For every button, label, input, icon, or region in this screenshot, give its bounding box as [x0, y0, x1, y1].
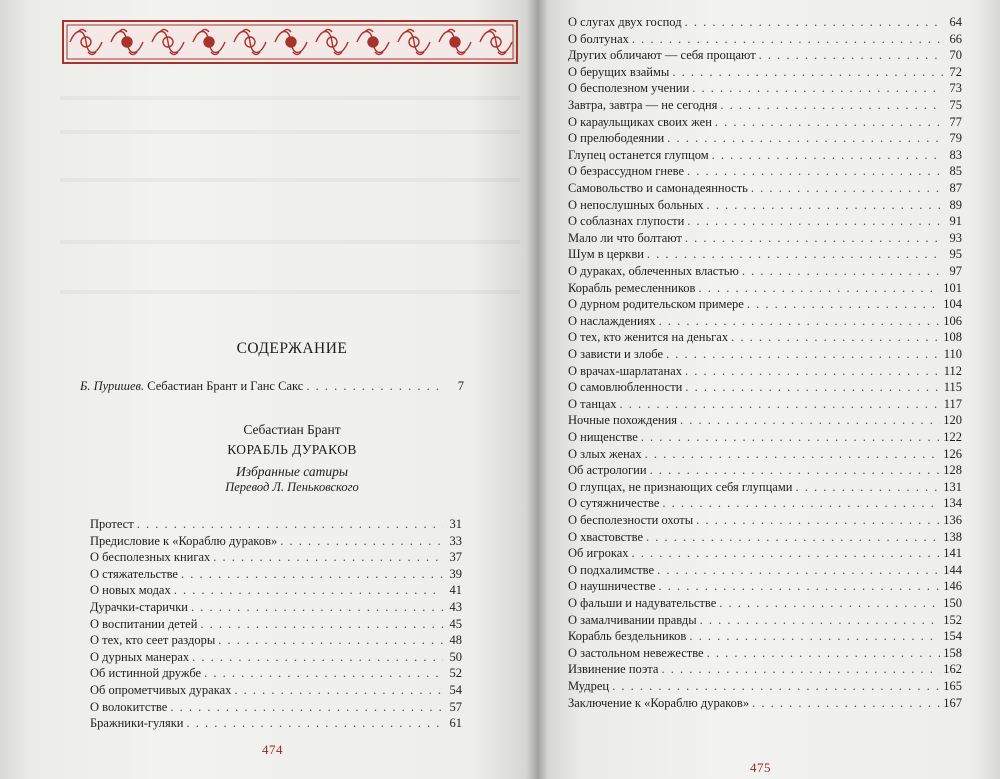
entry-title: О танцах: [568, 396, 617, 411]
entry-title: Глупец останется глупцом: [568, 147, 709, 162]
entry-page: 104: [943, 297, 962, 312]
right-toc-entry[interactable]: [568, 545, 962, 561]
right-toc-entry[interactable]: [568, 429, 962, 445]
entry-page: 54: [449, 683, 462, 697]
right-toc-entry[interactable]: [568, 562, 962, 578]
left-toc-entry[interactable]: [90, 665, 462, 681]
entry-title: О непослушных больных: [568, 197, 704, 212]
entry-page: 31: [449, 517, 462, 531]
entry-title: О слугах двух господ: [568, 15, 682, 29]
translator-credit: Перевод Л. Пеньковского: [225, 480, 359, 494]
entry-page: 158: [943, 645, 962, 660]
entry-page: 162: [943, 662, 962, 677]
right-toc-entry[interactable]: [568, 512, 962, 528]
left-toc-entry[interactable]: [90, 649, 462, 665]
entry-title: О фальши и надувательстве: [568, 596, 717, 610]
entry-page: 91: [949, 214, 962, 229]
entry-title: О зависти и злобе: [568, 347, 664, 361]
entry-page: 72: [949, 64, 962, 79]
right-toc-entry[interactable]: [568, 130, 962, 146]
right-toc-entry[interactable]: [568, 396, 962, 412]
entry-page: 167: [943, 695, 962, 710]
entry-page: 95: [949, 247, 962, 262]
right-toc-entry[interactable]: [568, 14, 962, 30]
entry-title: О берущих взаймы: [568, 64, 670, 79]
entry-page: 43: [449, 600, 462, 614]
entry-page: 136: [943, 513, 962, 527]
entry-title: О наушничестве: [568, 579, 656, 594]
book-gutter: [526, 0, 548, 779]
entry-title: О дураках, облеченных властью: [568, 264, 739, 278]
left-toc-entry[interactable]: [90, 616, 462, 632]
right-toc-entry[interactable]: [568, 213, 962, 229]
entry-title: О дурных манерах: [90, 649, 190, 664]
right-toc-entry[interactable]: [568, 479, 962, 495]
entry-title: О прелюбодеянии: [568, 131, 665, 146]
entry-title: О бесполезных книгах: [90, 550, 211, 565]
left-toc-entry[interactable]: [90, 516, 462, 532]
entry-page: 131: [943, 479, 962, 494]
right-toc-entry[interactable]: [568, 595, 962, 611]
left-toc-entry[interactable]: [90, 582, 462, 598]
entry-title: Об астрологии: [568, 463, 647, 478]
entry-title: Других обличают — себя прощают: [568, 48, 756, 63]
entry-page: 112: [943, 363, 962, 378]
entry-title: О соблазнах глупости: [568, 214, 685, 229]
right-page: [536, 0, 1000, 779]
entry-title: О самовлюбленности: [568, 380, 683, 395]
entry-title: Об игроках: [568, 546, 629, 561]
intro-author: Б. Пуришев.: [80, 379, 145, 393]
entry-page: 89: [949, 197, 962, 212]
right-toc-entry[interactable]: [568, 147, 962, 163]
left-toc-entry[interactable]: [90, 533, 462, 549]
entry-page: 120: [943, 413, 962, 428]
entry-title: О волокитстве: [90, 699, 168, 714]
entry-page: 45: [449, 616, 462, 631]
entry-title: О замалчивании правды: [568, 612, 697, 627]
entry-page: 106: [943, 313, 962, 328]
right-toc-entry[interactable]: [568, 163, 962, 179]
entry-title: Заключение к «Кораблю дураков»: [568, 695, 750, 710]
entry-page: 87: [949, 181, 962, 195]
right-toc-entry[interactable]: [568, 313, 962, 329]
right-toc-entry[interactable]: [568, 346, 962, 362]
right-toc-entry[interactable]: [568, 31, 962, 47]
right-toc-entry[interactable]: [568, 47, 962, 63]
right-toc-entry[interactable]: [568, 412, 962, 428]
right-toc-entry[interactable]: [568, 197, 962, 213]
entry-page: 97: [949, 264, 962, 278]
entry-page: 101: [943, 280, 962, 295]
entry-page: 41: [449, 583, 462, 598]
intro-entry[interactable]: [80, 378, 464, 394]
entry-title: Бражники-гуляки: [90, 716, 184, 731]
right-toc-entry[interactable]: [568, 296, 962, 312]
right-toc-entry[interactable]: [568, 64, 962, 80]
entry-page: 117: [943, 396, 962, 411]
intro-page: 7: [457, 379, 464, 393]
right-toc-entry[interactable]: [568, 114, 962, 130]
entry-title: О глупцах, не признающих себя глупцами: [568, 479, 793, 494]
entry-title: О хвастовстве: [568, 529, 643, 544]
book-subtitle: Избранные сатиры: [236, 464, 348, 479]
entry-title: Мало ли что болтают: [568, 230, 682, 245]
entry-page: 152: [943, 612, 962, 627]
entry-title: О болтунах: [568, 31, 629, 46]
entry-page: 138: [943, 529, 962, 544]
entry-title: О застольном невежестве: [568, 645, 704, 660]
entry-page: 83: [949, 147, 962, 162]
right-toc-entry[interactable]: [568, 263, 962, 279]
entry-page: 79: [949, 131, 962, 146]
entry-page: 37: [449, 550, 462, 565]
right-toc-entry[interactable]: [568, 80, 962, 96]
entry-page: 115: [943, 380, 962, 395]
entry-page: 150: [943, 596, 962, 610]
entry-page: 128: [943, 463, 962, 478]
entry-title: О нищенстве: [568, 430, 638, 444]
page-number-left: 474: [262, 742, 283, 757]
right-toc-entry[interactable]: [568, 612, 962, 628]
entry-title: Самовольство и самонадеянность: [568, 181, 748, 195]
entry-page: 77: [949, 114, 962, 129]
decorative-ornament: [62, 20, 518, 64]
right-toc-entry[interactable]: [568, 329, 962, 345]
right-toc-entry[interactable]: [568, 446, 962, 462]
left-toc-entry[interactable]: [90, 632, 462, 648]
entry-title: О дурном родительском примере: [568, 297, 744, 312]
left-toc-entry[interactable]: [90, 566, 462, 582]
right-toc-entry[interactable]: [568, 230, 962, 246]
entry-page: 52: [449, 666, 462, 681]
left-toc-entry[interactable]: [90, 599, 462, 615]
entry-page: 108: [943, 330, 962, 345]
book-title: КОРАБЛЬ ДУРАКОВ: [227, 442, 357, 457]
entry-page: 57: [449, 699, 462, 714]
entry-page: 85: [949, 164, 962, 179]
entry-page: 70: [949, 48, 962, 63]
right-toc-entry[interactable]: [568, 695, 962, 711]
entry-title: Ночные похождения: [568, 413, 678, 428]
entry-title: О воспитании детей: [90, 616, 198, 631]
entry-title: Дурачки-старички: [90, 600, 188, 614]
entry-page: 33: [449, 533, 462, 548]
right-toc-entry[interactable]: [568, 379, 962, 395]
entry-title: О стяжательстве: [90, 566, 178, 581]
entry-title: О караульщиках своих жен: [568, 114, 712, 129]
entry-page: 93: [949, 230, 962, 245]
entry-page: 50: [449, 649, 462, 664]
entry-page: 64: [949, 15, 962, 29]
entry-page: 146: [943, 579, 962, 594]
entry-title: Завтра, завтра — не сегодня: [568, 98, 718, 112]
entry-title: О тех, кто сеет раздоры: [90, 633, 216, 648]
right-toc-entry[interactable]: [568, 180, 962, 196]
entry-title: О сутяжничестве: [568, 496, 660, 511]
author-name: Себастиан Брант: [243, 422, 341, 437]
entry-title: О бесполезном учении: [568, 81, 690, 96]
entry-title: Извинение поэта: [568, 662, 659, 677]
entry-page: 126: [943, 446, 962, 461]
entry-page: 122: [943, 430, 962, 444]
right-toc-entry[interactable]: [568, 578, 962, 594]
right-toc-entry[interactable]: [568, 462, 962, 478]
entry-title: О новых модах: [90, 583, 171, 598]
right-toc-entry[interactable]: [568, 645, 962, 661]
entry-title: Корабль бездельников: [568, 629, 687, 644]
entry-title: О врачах-шарлатанах: [568, 363, 682, 378]
entry-page: 48: [449, 633, 462, 648]
right-toc-entry[interactable]: [568, 246, 962, 262]
right-toc-entry[interactable]: [568, 363, 962, 379]
entry-page: 75: [949, 98, 962, 112]
right-toc-entry[interactable]: [568, 661, 962, 677]
entry-page: 134: [943, 496, 962, 511]
left-toc-entry[interactable]: [90, 715, 462, 731]
intro-title: Себастиан Брант и Ганс Сакс: [147, 379, 304, 393]
right-toc-entry[interactable]: [568, 529, 962, 545]
left-toc-entry[interactable]: [90, 682, 462, 698]
entry-title: О наслаждениях: [568, 313, 656, 328]
right-toc-entry[interactable]: [568, 495, 962, 511]
right-toc-entry[interactable]: [568, 97, 962, 113]
entry-page: 39: [449, 566, 462, 581]
entry-title: Мудрец: [568, 679, 610, 693]
entry-title: Об истинной дружбе: [90, 666, 202, 681]
entry-page: 110: [943, 347, 962, 361]
toc-heading: СОДЕРЖАНИЕ: [236, 340, 348, 357]
left-toc-entry[interactable]: [90, 549, 462, 565]
entry-title: О бесполезности охоты: [568, 513, 694, 527]
entry-title: Предисловие к «Кораблю дураков»: [90, 533, 278, 548]
entry-page: 154: [943, 629, 962, 644]
entry-title: О подхалимстве: [568, 562, 655, 577]
entry-title: О безрассудном гневе: [568, 164, 685, 179]
entry-title: Об опрометчивых дураках: [90, 683, 232, 697]
entry-page: 73: [949, 81, 962, 96]
right-toc-entry[interactable]: [568, 280, 962, 296]
entry-title: Шум в церкви: [568, 247, 644, 262]
entry-page: 144: [943, 562, 962, 577]
page-number-right: 475: [750, 760, 771, 775]
entry-page: 61: [449, 716, 462, 731]
entry-page: 141: [943, 546, 962, 561]
entry-page: 165: [943, 679, 962, 693]
entry-title: Протест: [90, 517, 134, 531]
entry-title: Корабль ремесленников: [568, 280, 696, 295]
left-toc-entry[interactable]: [90, 699, 462, 715]
entry-page: 66: [949, 31, 962, 46]
entry-title: О тех, кто женится на деньгах: [568, 330, 729, 345]
entry-title: О злых женах: [568, 446, 642, 461]
right-toc-entry[interactable]: [568, 628, 962, 644]
right-toc-entry[interactable]: [568, 678, 962, 694]
